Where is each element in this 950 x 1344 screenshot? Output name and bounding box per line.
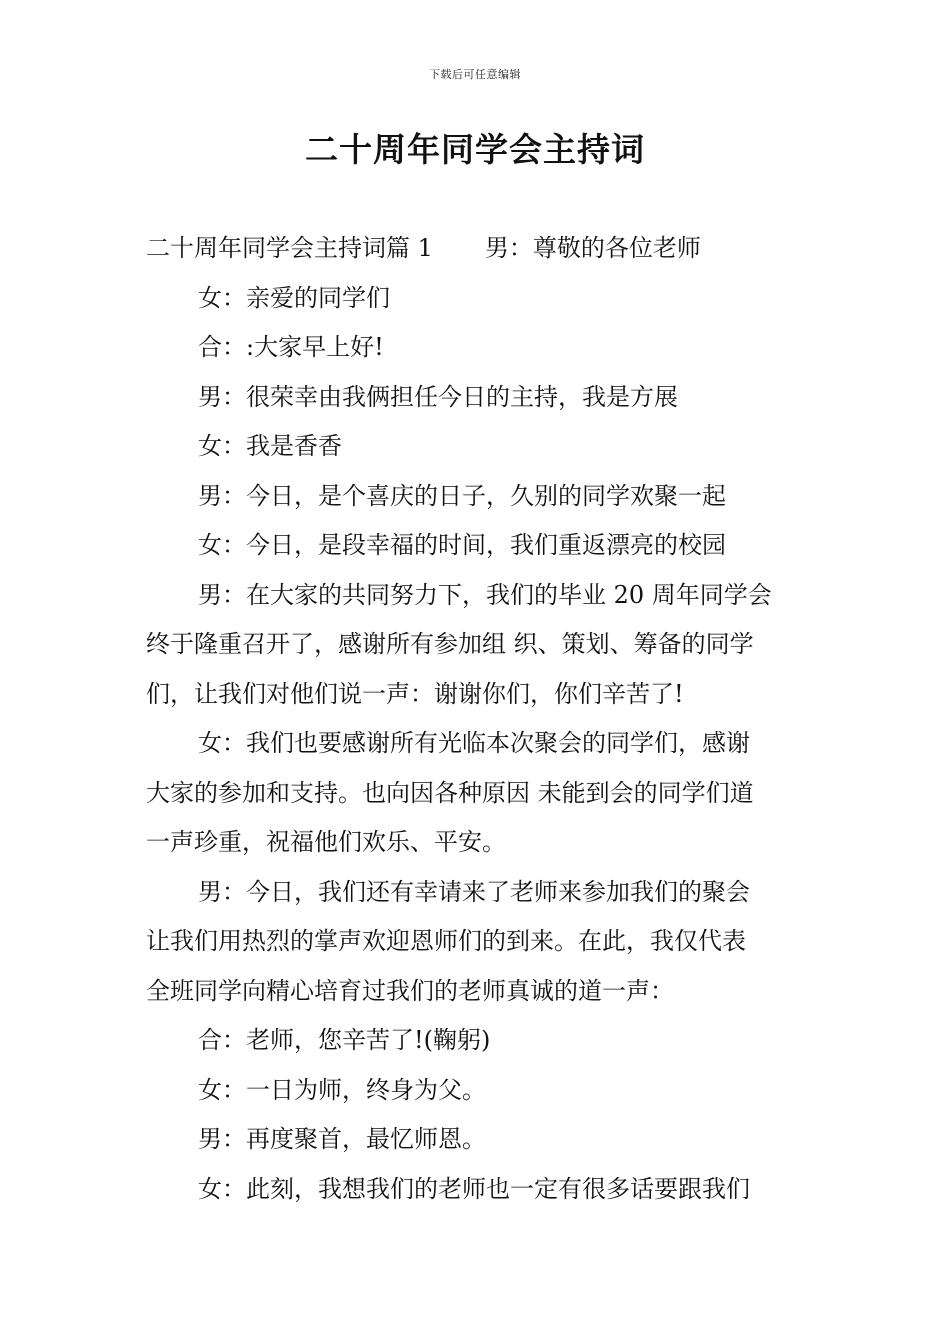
continuation-line: 让我们用热烈的掌声欢迎恩师们的到来。在此，我仅代表	[146, 927, 746, 955]
speech-line: 男：再度聚首，最忆师恩。	[198, 1125, 486, 1153]
speech-line: 男：尊敬的各位老师	[484, 234, 701, 262]
continuation-line: 大家的参加和支持。也向因各种原因 未能到会的同学们道	[146, 778, 754, 807]
continuation-line: 全班同学向精心培育过我们的老师真诚的道一声：	[146, 976, 674, 1005]
speech-line: 男：今日，我们还有幸请来了老师来参加我们的聚会	[198, 877, 750, 906]
speech-line: 男：在大家的共同努力下，我们的毕业 20 周年同学会	[198, 580, 772, 609]
document-body	[146, 224, 810, 1214]
document-title: 二十周年同学会主持词	[305, 130, 645, 169]
speech-line: 女：我是香香	[198, 432, 342, 460]
speech-line: 女：亲爱的同学们	[198, 283, 390, 312]
speech-line: 女：一日为师，终身为父。	[198, 1075, 486, 1104]
speech-line: 女：今日，是段幸福的时间，我们重返漂亮的校园	[198, 531, 726, 559]
continuation-line: 一声珍重，祝福他们欢乐、平安。	[146, 828, 506, 856]
speech-line: 合：:大家早上好!	[198, 333, 384, 361]
header-note: 下载后可任意编辑	[429, 68, 521, 81]
first-line	[146, 224, 810, 274]
continuation-line: 们，让我们对他们说一声：谢谢你们，你们辛苦了!	[146, 679, 684, 708]
section-title: 二十周年同学会主持词篇 1	[146, 234, 433, 262]
speech-line: 男：今日，是个喜庆的日子，久别的同学欢聚一起	[198, 481, 726, 510]
speech-line: 女：我们也要感谢所有光临本次聚会的同学们，感谢	[198, 729, 750, 757]
speech-line: 女：此刻，我想我们的老师也一定有很多话要跟我们	[198, 1174, 750, 1203]
continuation-line: 终于隆重召开了，感谢所有参加组 织、策划、筹备的同学	[146, 630, 754, 658]
speech-line: 合：老师，您辛苦了!(鞠躬)	[198, 1026, 491, 1054]
speech-line: 男：很荣幸由我俩担任今日的主持，我是方展	[198, 382, 678, 411]
